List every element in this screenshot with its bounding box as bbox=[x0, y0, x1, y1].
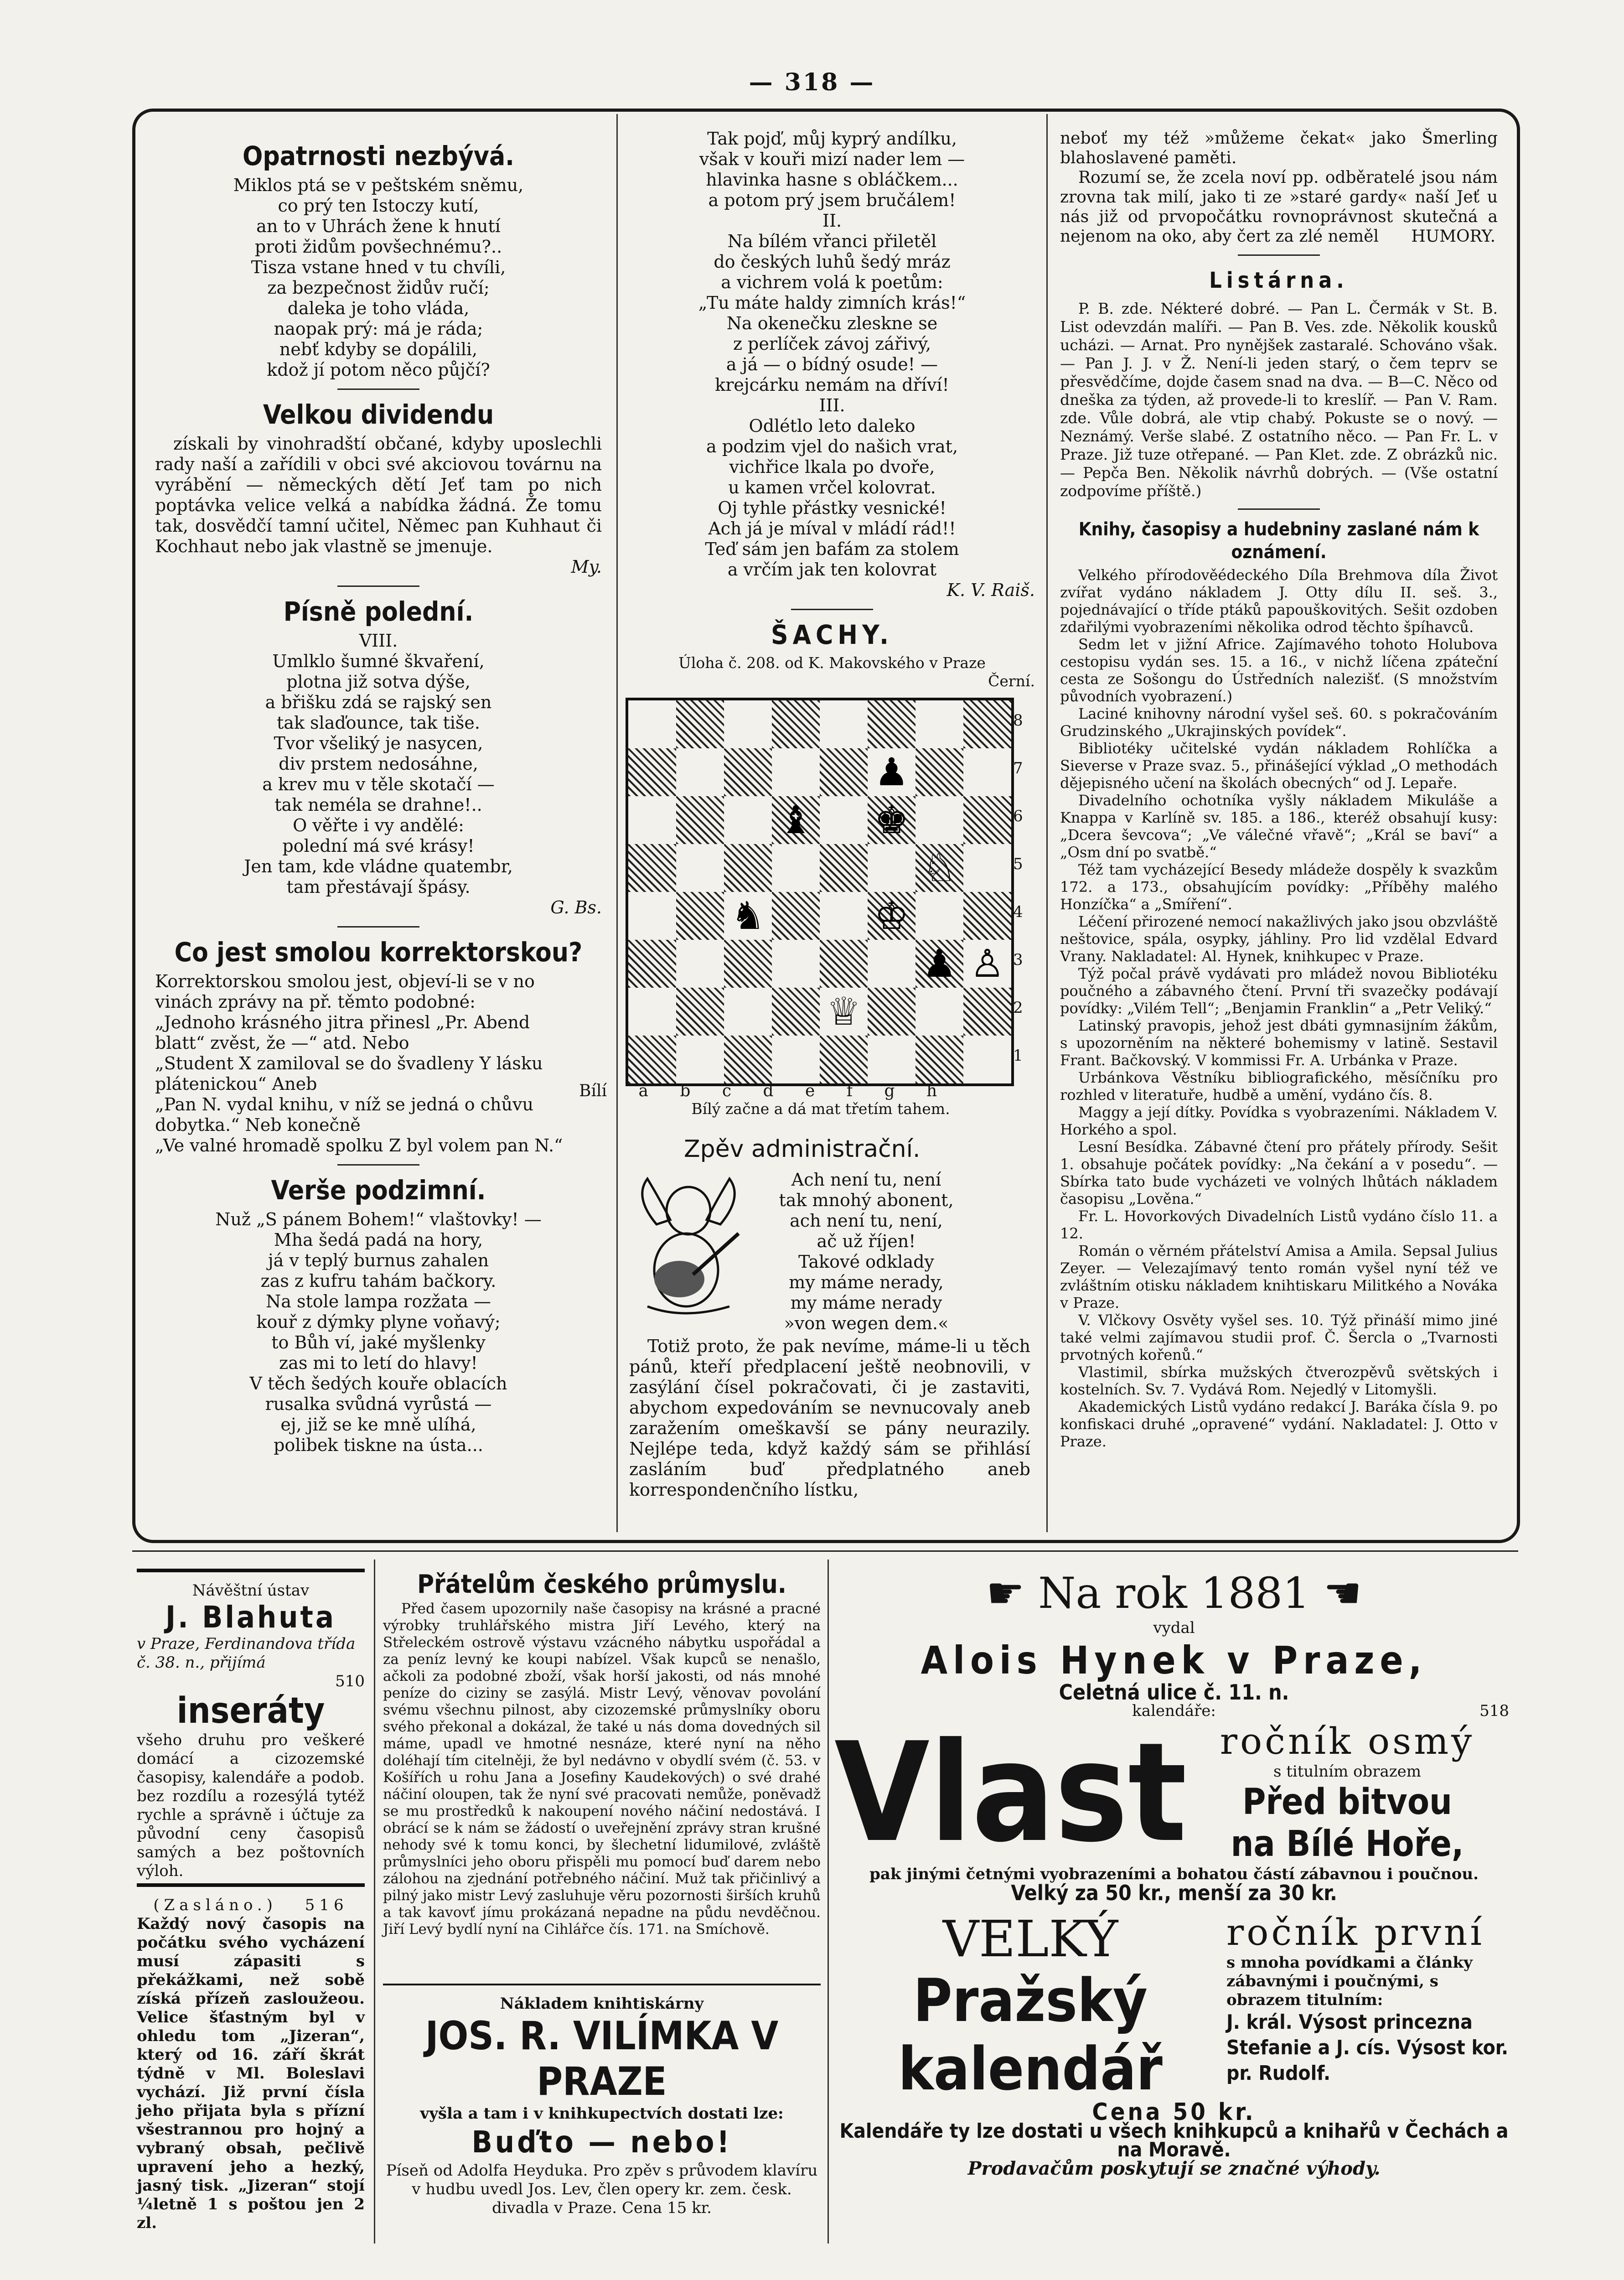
poem-line: Oj tyhle přástky vesnické! bbox=[718, 498, 946, 518]
chess-square bbox=[820, 700, 868, 748]
book-notice: Bibliotéky učitelské vydán nákladem Rohlíčka a Sieversе v Praze svaz. 5., přinášející výklad „O methodách dějepisného učení na školách obecných“ od J. Lepaře. bbox=[1060, 740, 1498, 792]
chess-square bbox=[868, 700, 915, 748]
black-knight-icon: ♞ bbox=[730, 893, 765, 938]
article-title: Písně polední. bbox=[283, 596, 474, 627]
column-divider bbox=[1046, 114, 1048, 1532]
column-2 bbox=[629, 129, 1035, 690]
chess-square bbox=[628, 988, 676, 1036]
rank-label: 5 bbox=[1013, 855, 1023, 873]
poem-line: my máme nerady bbox=[790, 1293, 942, 1313]
column-divider bbox=[616, 114, 618, 1532]
poem-line: a podzim vjel do našich vrat, bbox=[706, 436, 958, 456]
book-notice: Urbánkova Věstníku bibliografického, měsíčníku pro rozhled v literatuře, hudbě a umění, vydáno čís. 8. bbox=[1060, 1069, 1498, 1104]
white-pawn-icon: ♙ bbox=[970, 941, 1005, 986]
chess-square bbox=[820, 748, 868, 796]
poem-line: vichřice lkala po dvoře, bbox=[729, 457, 935, 477]
ad-vilimek: Nákladem knihtiskárny JOS. R. VILÍMKA V PRAZE vyšla a tam i v knihkupectvích dostati lze: Buďto — nebo! Píseň od Adolfa Heyduka. Pro zpěv s průvodem klavíru v hudbu uvedl Jos. Lev, člen opery kr. zem. česk. divadla v Praze. Cena 15 kr. bbox=[383, 1984, 821, 2218]
poem-line: ač už říjen! bbox=[817, 1231, 916, 1251]
book-notice: Román o věrném přátelství Amisa a Amila. Sepsal Julius Zeyer. — Velezajímavý tento román vyšel nyní též ve zvláštním otisku nákladem knihtiskaru Militkého a Nováka v Praze. bbox=[1060, 1242, 1498, 1311]
text-line: blatt“ zvěst, že —“ atd. Nebo bbox=[155, 1033, 409, 1053]
poem-line: a vrčím jak ten kolovrat bbox=[727, 560, 937, 580]
chess-square bbox=[772, 844, 820, 892]
chess-square bbox=[676, 892, 724, 940]
chess-square bbox=[963, 892, 1011, 940]
pointing-hand-icon: ☛ bbox=[986, 1569, 1039, 1618]
chess-square bbox=[724, 748, 772, 796]
article-text bbox=[155, 971, 602, 1156]
poem-line: a já — o bídný osude! — bbox=[726, 354, 938, 374]
poem bbox=[629, 129, 1035, 211]
poem-line: a krev mu v těle skotačí — bbox=[262, 774, 495, 794]
chess-square bbox=[915, 892, 963, 940]
poem-line: tak slaďounce, tak tiše. bbox=[277, 713, 480, 733]
book-notice: Fr. L. Hovorkových Divadelních Listů vydáno číslo 11. a 12. bbox=[1060, 1207, 1498, 1242]
poem-line: Nuž „S pánem Bohem!“ vlaštovky! — bbox=[215, 1209, 542, 1229]
chess-square bbox=[724, 700, 772, 748]
chess-square bbox=[915, 988, 963, 1036]
poem-line: „Tu máte haldy zimních krás!“ bbox=[698, 293, 966, 313]
page-number: — 318 — bbox=[749, 68, 875, 96]
poem bbox=[155, 1209, 602, 1456]
chess-square bbox=[676, 1036, 724, 1083]
poem-line: Jen tam, kde vládne quatembr, bbox=[244, 856, 513, 876]
poem-line: Tvor všeliký je nasycen, bbox=[274, 733, 483, 753]
chess-square bbox=[963, 748, 1011, 796]
poem-number: VIII. bbox=[359, 631, 398, 651]
section-title: Listárna. bbox=[1209, 268, 1349, 293]
calendar-title: Pražský kalendář bbox=[898, 1966, 1163, 2104]
poem-line: polibek tiskne na ústa... bbox=[274, 1435, 483, 1455]
poem-line: Ach není tu, není bbox=[791, 1170, 941, 1190]
calendar-title: Vlast bbox=[834, 1713, 1187, 1872]
poem-line: my máme nerady, bbox=[789, 1272, 944, 1292]
poem-line: zas mi to letí do hlavy! bbox=[279, 1353, 478, 1373]
book-notice: Týž počal právě vydávati pro mládež novou Bibliotéku poučného a zábavného čtení. První tři svazečky podávají povídky: „Vilém Tell“; „Benjamin Franklin“ a „Petr Veliký.“ bbox=[1060, 965, 1498, 1017]
poem-line: Na bílém vřanci přiletěl bbox=[727, 231, 937, 251]
ad-name: J. Blahuta bbox=[166, 1600, 336, 1635]
poem-line: tam přestávají špásy. bbox=[286, 877, 471, 897]
chess-square bbox=[676, 988, 724, 1036]
white-knight-icon: ♘ bbox=[922, 845, 957, 890]
rank-label: 2 bbox=[1013, 999, 1023, 1017]
poem-line: Tak pojď, můj kyprý andílku, bbox=[707, 129, 957, 149]
poem-line: proti židům povšechnému?.. bbox=[254, 237, 502, 257]
chess-title: ŠACHY. bbox=[771, 619, 893, 650]
section-title: Knihy, časopisy a hudebniny zaslané nám k oznámení. bbox=[1078, 519, 1479, 563]
chess-square bbox=[676, 844, 724, 892]
poem-number: II. bbox=[822, 211, 842, 231]
poem-line: naopak prý: má je ráda; bbox=[274, 319, 483, 339]
chess-task: Úloha č. 208. od K. Makovského v Praze bbox=[678, 654, 986, 672]
book-notice: Sedm let v jižní Africe. Zajímavého tohoto Holubova cestopisu vydán ses. 15. a 16., v nichž líčena zpáteční cesta ze Sošongu do Ústředních nalezišť. (S množstvím původních vyobrazení.) bbox=[1060, 636, 1498, 705]
poem-line: Umlklo šumné škvaření, bbox=[272, 651, 485, 671]
poem-line: polední má své krásy! bbox=[282, 836, 475, 856]
text-line: plátenickou“ Aneb bbox=[155, 1074, 317, 1094]
chess-square bbox=[772, 940, 820, 988]
chess-board bbox=[626, 698, 1014, 1086]
article-title: Verše podzimní. bbox=[271, 1175, 486, 1206]
chess-files: Bílí a b c d e f g h bbox=[579, 1082, 937, 1100]
poem-line: O věřte i vy andělé: bbox=[293, 815, 464, 835]
poem-line: za bezpečnost židův ručí; bbox=[267, 278, 490, 298]
poem-line: a potom prý jsem bručálem! bbox=[708, 190, 956, 210]
text-line: dobytka.“ Neb konečně bbox=[155, 1115, 361, 1135]
chess-square bbox=[868, 844, 915, 892]
text-line: vinách zprávy na př. těmto podobné: bbox=[155, 992, 476, 1012]
chess-square bbox=[724, 1036, 772, 1083]
poem-line: tak neméla se drahne!.. bbox=[274, 795, 482, 815]
black-pawn-icon: ♟ bbox=[922, 941, 957, 986]
poem-line: a vichrem volá k poetům: bbox=[721, 272, 943, 292]
poem-line: daleka je toho vláda, bbox=[287, 298, 470, 318]
black-king-icon: ♚ bbox=[874, 798, 909, 842]
poem-line: a břišku zdá se rajský sen bbox=[265, 692, 492, 712]
poem-line: Ach já je míval v mládí rád!! bbox=[708, 518, 956, 539]
chess-square bbox=[772, 988, 820, 1036]
text-line: „Jednoho krásného jitra přinesl „Pr. Abend bbox=[155, 1012, 530, 1032]
rank-label: 8 bbox=[1013, 711, 1023, 730]
chess-black-label: Černí. bbox=[988, 672, 1035, 690]
chess-square bbox=[628, 1036, 676, 1083]
poem-line: Odlétlo leto daleko bbox=[749, 416, 915, 436]
chess-square bbox=[915, 700, 963, 748]
poem-line: »von wegen dem.« bbox=[784, 1313, 949, 1333]
chess-square bbox=[676, 940, 724, 988]
white-queen-icon: ♕ bbox=[826, 989, 861, 1034]
chess-square bbox=[963, 796, 1011, 844]
poem-line: div prstem nedosáhne, bbox=[279, 754, 478, 774]
book-notice: Též tam vycházející Besedy mládeže dospěly k svazkům 172. a 173., obsahujícím povídky: „Příběhy malého Honzíčka“ a „Smíření“. bbox=[1060, 861, 1498, 913]
book-notice: Vlastimil, sbírka mužských čtverozpěvů světských i kostelních. Sv. 7. Vydává Rom. Nejedlý v Litomyšli. bbox=[1060, 1363, 1498, 1398]
ad-blahuta: Návěštní ústav J. Blahuta v Praze, Ferdinandova třída č. 38. n., přijímá 510 inseráty všeho druhu pro veškeré domácí a cizozemské časopisy, kalendáře a podob. bez rozdílu a rozesýlá tytéž rychle a správně i účtuje za původní ceny časopisů samých a bez poštovních výloh. bbox=[137, 1569, 365, 1881]
chess-square bbox=[963, 1036, 1011, 1083]
book-notice: Latinský pravopis, jehož jest dbáti gymnasijním žákům, s upozorněním na některé bohemismy v latině. Sestavil Frant. Bačkovský. V kommissi Fr. A. Urbánka v Praze. bbox=[1060, 1017, 1498, 1069]
chess-square bbox=[820, 1036, 868, 1083]
poem bbox=[629, 416, 1035, 580]
poem-line: to Bůh ví, jaké myšlenky bbox=[271, 1332, 486, 1352]
rank-label: 7 bbox=[1013, 759, 1023, 777]
poem-line: ach není tu, není, bbox=[790, 1211, 943, 1231]
book-notice: Maggy a její dítky. Povídka s vyobrazeními. Nákladem V. Horkého a spol. bbox=[1060, 1104, 1498, 1138]
article-title: Velkou dividendu bbox=[263, 399, 494, 430]
poem-line: krejcárku nemám na dříví! bbox=[715, 375, 949, 395]
signature: G. Bs. bbox=[550, 897, 602, 917]
books-list bbox=[1060, 566, 1498, 1450]
chess-square bbox=[772, 892, 820, 940]
article-text: Rozumí se, že zcela noví pp. odběratelé jsou nám zrovna tak milí, jako ti ze »staré gardy« naší Jeť u nás již od prvopočátku rovnoprávnost skutečná a nejenom na oko, aby čert za zlé neměl HUMORY. bbox=[1060, 168, 1498, 246]
chess-square bbox=[820, 844, 868, 892]
chess-square bbox=[915, 1036, 963, 1083]
poem bbox=[155, 651, 602, 897]
ad-hynek-calendars: ☛ Na rok 1881 ☚ vydal Alois Hynek v Praze, Celetná ulice č. 11. n. kalendáře: 518 Vlast ročník osmý s titulním obrazem Před bitvou na Bílé Hoře, pak jinými četnými vyobrazeními a bohatou částí zábavnou i poučnou. Velký za 50 kr., menší za 30 kr. VELKÝ Pražský kalendář ročník první s mnoha povídkami a články zábavnými i poučnými, s obrazem titulním: J. král. Výsost princezna Stefanie a J. cís. Výsost kor. pr. Rudolf. Cena 50 kr. Kalendáře ty lze dostati u všech knihkupců a knihařů v Čechách a na Moravě. Prodavačům poskytují se značné výhody. bbox=[834, 1569, 1509, 2179]
book-notice: Divadelního ochotníka vyšly nákladem Mikuláše a Knappa v Karlíně sv. 185. a 186., kteréž obsahují kusy: „Dcera ševcova“; „Ve válečné vřavě“; „Král se baví“ a „Osm dní po svatbě.“ bbox=[1060, 792, 1498, 861]
chess-square bbox=[820, 892, 868, 940]
chess-square bbox=[868, 940, 915, 988]
chess-square bbox=[820, 796, 868, 844]
poem-line: hlavinka hasne s obláčkem... bbox=[706, 170, 958, 190]
text-line: „Pan N. vydal knihu, v níž se jedná o chůvu bbox=[155, 1094, 533, 1114]
article-title: Opatrnosti nezbývá. bbox=[243, 140, 514, 171]
chess-square bbox=[963, 700, 1011, 748]
chess-square bbox=[724, 796, 772, 844]
poem-line: tak mnohý abonent, bbox=[779, 1190, 954, 1210]
ad-levy: Přátelům českého průmyslu. Před časem upozornily naše časopisy na krásné a pracné výrobky truhlářského mistra Jiří Levého, který na Střeleckém ostrově výstavu vzácného nábytku uspořádal a za peníz levný ke koupi nabízel. Však kupců se nenašlo, ačkoli za podobné zboží, však horší jakosti, od nás mnohé peníze do ciziny se zasýlá. Mistr Levý, věnovav povolání svému všechnu pilnost, aby cizozemské průmyslníky oboru svého překonal a dokázal, že také u nás doma dovedných sil máme, upadl ve hmotné nesnáze, které nyní na něho doléhají tím citelněji, že byl nedávno v obydlí svém (č. 53. v Košířích u rohu Jana a Josefiny Kaudekových) o své drahé náčiní oloupen, tak že nyní své pracovati nemůže, poněvadž se mu prostředků k nakoupení nového náčiní nedostává. I obrácí se k nám se žádostí o uveřejnění zprávy stran krušné nehody své k tomu konci, by šlechetní lidumilové, zvláště průmyslníci jeho oboru přispěli mu pomocí buď darem nebo zálohou na zjednání potřebného náčiní. Muž tak přičinlivý a pilný jako mistr Levý zasluhuje věru pozornosti širších kruhů a tak kavovť jímu prokázaná nepadne na půdu nevděčnou. Jiří Levý bydlí nyní na Cihlářce čís. 171. na Smíchově. bbox=[383, 1570, 821, 1938]
article-text: získali by vinohradští občané, kdyby uposlechli rady naší a zařídili v obci své akciovou továrnu na vyrábění — německých dětí Jeť tam po nich poptávka velice velká a nabídka žádná. Že tomu tak, dosvědčí tamní učitel, Němec pan Kuhhaut či Kochhaut nebo jak vlastně se jmenuje. bbox=[155, 434, 602, 556]
poem bbox=[629, 231, 1035, 395]
poem-line: ej, již se ke mně ulíhá, bbox=[280, 1415, 476, 1435]
poem-line: Na okenečku zleskne se bbox=[726, 313, 938, 333]
book-notice: Akademických Listů vydáno redakcí J. Baráka čísla 9. po konfiskaci druhé „opravené“ vydání. Nakladatel: J. Otto v Praze. bbox=[1060, 1398, 1498, 1450]
chess-square bbox=[915, 796, 963, 844]
poem-line: kdož jí potom něco půjčí? bbox=[267, 360, 490, 380]
poem-line: an to v Uhrách žene k hnutí bbox=[256, 216, 501, 236]
poem bbox=[155, 175, 602, 380]
text-line: Korrektorskou smolou jest, objeví-li se v no bbox=[155, 971, 535, 991]
chess-square bbox=[676, 700, 724, 748]
signature: K. V. Raiš. bbox=[946, 580, 1035, 600]
chess-square bbox=[628, 700, 676, 748]
poem-line: Miklos ptá se v peštském sněmu, bbox=[233, 175, 524, 195]
poem-line: z perlíček závoj zářivý, bbox=[733, 334, 931, 354]
column-1 bbox=[155, 137, 602, 1456]
black-bishop-icon: ♝ bbox=[778, 798, 813, 842]
poem-line: V těch šedých kouře oblacích bbox=[249, 1373, 507, 1394]
ad-jizeran: (Zasláno.) 516 Každý nový časopis na počátku svého vycházení musí zápasiti s překážkami, než sobě získá přízeň zasloužeou. Velice šťastným byl v ohledu tom „Jizeran“, který od 16. září škrát týdně v Ml. Boleslavi vychází. Již první čísla jeho přijata byla s přízní všestrannou pro hojný a vybraný obsah, pečlivě upravení jeho a hezký, jasný tisk. „Jizeran“ stojí ¼letně 1 s poštou jen 2 zl. bbox=[137, 1883, 365, 2233]
pointing-hand-icon: ☚ bbox=[1309, 1569, 1362, 1618]
book-notice: V. Vlčkovy Osvěty vyšel ses. 10. Týž přináší mimo jiné také velmi zajímavou studii prof. Č. Šercla o „Tvarnosti prvotných kořenů.“ bbox=[1060, 1311, 1498, 1363]
text-line: „Student X zamiloval se do švadleny Y lásku bbox=[155, 1053, 543, 1073]
chess-square bbox=[724, 940, 772, 988]
chess-square bbox=[724, 844, 772, 892]
poem-line: rusalka svůdná vyrůstá — bbox=[265, 1394, 492, 1414]
signature: My. bbox=[571, 557, 602, 577]
chess-square bbox=[772, 700, 820, 748]
letters-text: P. B. zde. Nékteré dobré. — Pan L. Čermák v St. B. List odevzdán malíři. — Pan B. Ves. zde. Několik kousků ucházi. — Arnat. Pro nynějšek zastaralé. Schováno však. — Pan J. J. v Ž. Není-li jeden starý, o čem teprv se přesvědčíme, dojde časem snad na dva. — B—C. Něco od dneška za týden, až provede-li to kreslíř. — Pan V. Ram. zde. Vůle dobrá, ale vtip chabý. Pokuste se o nový. — Neznámý. Verše slabé. Z ostatního něco. — Pan Fr. L. v Praze. Již tuze otřepané. — Pan Klet. zde. Z obrázků nic. — Pepča Ben. Několik návrhů dobrých. — (Vše ostatní zodpovíme příště.) bbox=[1060, 300, 1498, 500]
white-king-icon: ♔ bbox=[874, 893, 909, 938]
poem-line: však v kouři mizí nader lem — bbox=[699, 149, 965, 169]
chess-square bbox=[628, 796, 676, 844]
chess-square bbox=[676, 796, 724, 844]
chess-square bbox=[772, 1036, 820, 1083]
poem-line: do českých luhů šedý mráz bbox=[714, 252, 951, 272]
poem-line: Mha šedá padá na hory, bbox=[274, 1230, 483, 1250]
rank-label: 6 bbox=[1013, 807, 1023, 825]
ad-divider bbox=[374, 1560, 375, 2244]
article-text: neboť my též »můžeme čekat« jako Šmerling blahoslavené paměti. bbox=[1060, 129, 1498, 167]
chess-square bbox=[820, 940, 868, 988]
text-line: „Ve valné hromadě spolku Z byl volem pan N.“ bbox=[155, 1135, 563, 1156]
poem-line: nebť kdyby se dopálili, bbox=[279, 339, 478, 359]
article-text: Totiž proto, že pak nevíme, máme-li u těch pánů, kteří předplacení ještě neobnovili, v zasýlání čísel pokračovati, či je zastaviti, abychom expedováním se nevnucovaly aneb zaražením omeškavší se pány neurazily. Nejlépe teda, když každý sám se přihlásí zasláním buď předplatného aneb korrespondenčního lístku, bbox=[629, 1336, 1030, 1500]
chess-square bbox=[915, 748, 963, 796]
chess-white-label: Bílí bbox=[579, 1082, 607, 1100]
book-notice: Velkého přírodověédeckého Díla Brehmova díla Život zvířat vydáno nákladem J. Otty dílu II. seš. 3., pojednávající o tříde ptáků papouškovitých. Sešit ozdoben zdařilými vyobrazeními několika odrod těchto špíhavců. bbox=[1060, 566, 1498, 636]
poem-line: u kamen vrčel kolovrat. bbox=[728, 477, 936, 497]
chess-square bbox=[868, 1036, 915, 1083]
ad-divider bbox=[828, 1560, 829, 2244]
poem-line: Takové odklady bbox=[798, 1252, 934, 1272]
chess-square bbox=[868, 988, 915, 1036]
article-title: Zpěv administrační. bbox=[684, 1135, 921, 1163]
chess-square bbox=[963, 844, 1011, 892]
poem-line: co prý ten Istoczy kutí, bbox=[278, 196, 479, 216]
chess-square bbox=[772, 748, 820, 796]
book-notice: Lesní Besídka. Zábavné čtení pro přátely přírody. Sešit 1. obsahuje počátek povídky: „Na čekání a v posedu“. — Sbírka tato bude vycházeti ve volných lhůtách nákladem časopisu „Lověna.“ bbox=[1060, 1138, 1498, 1207]
book-notice: Laciné knihovny národní vyšel seš. 60. s pokračováním Grudzinského „Ukrajinských povídek“. bbox=[1060, 705, 1498, 740]
column-3 bbox=[1060, 129, 1498, 1450]
poem-line: plotna již sotva dýše, bbox=[286, 672, 471, 692]
poem-number: III. bbox=[819, 395, 845, 415]
chess-square bbox=[628, 844, 676, 892]
chess-square bbox=[724, 988, 772, 1036]
article-title: Co jest smolou korrektorskou? bbox=[174, 937, 583, 968]
poem-line: Teď sám jen bafám za stolem bbox=[705, 539, 959, 559]
poem-line: Tisza vstane hned v tu chvíli, bbox=[251, 257, 506, 277]
poem bbox=[729, 1170, 1003, 1334]
section-divider bbox=[132, 1550, 1518, 1552]
chess-caption: Bílý začne a dá mat třetím tahem. bbox=[691, 1100, 950, 1118]
black-pawn-icon: ♟ bbox=[874, 750, 909, 794]
poem-line: kouř z dýmky plyne voňavý; bbox=[256, 1312, 501, 1332]
rank-label: 1 bbox=[1013, 1047, 1023, 1065]
rank-label: 4 bbox=[1013, 903, 1023, 921]
chess-square bbox=[963, 988, 1011, 1036]
poem-line: já v teplý burnus zahalen bbox=[268, 1250, 489, 1270]
chess-square bbox=[628, 892, 676, 940]
chess-square bbox=[628, 940, 676, 988]
chess-square bbox=[676, 748, 724, 796]
poem-line: zas z kufru tahám bačkory. bbox=[260, 1271, 497, 1291]
rank-label: 3 bbox=[1013, 951, 1023, 969]
poem-line: Na stole lampa rozžata — bbox=[266, 1291, 491, 1311]
book-notice: Léčení přirozené nemocí nakažlivých jako jsou obzvláště neštovice, spála, osypky, jáhliny. Pro lid vzdělal Edvard Vrany. Nakladatel: Al. Hynek, knihkupec v Praze. bbox=[1060, 913, 1498, 965]
chess-square bbox=[628, 748, 676, 796]
